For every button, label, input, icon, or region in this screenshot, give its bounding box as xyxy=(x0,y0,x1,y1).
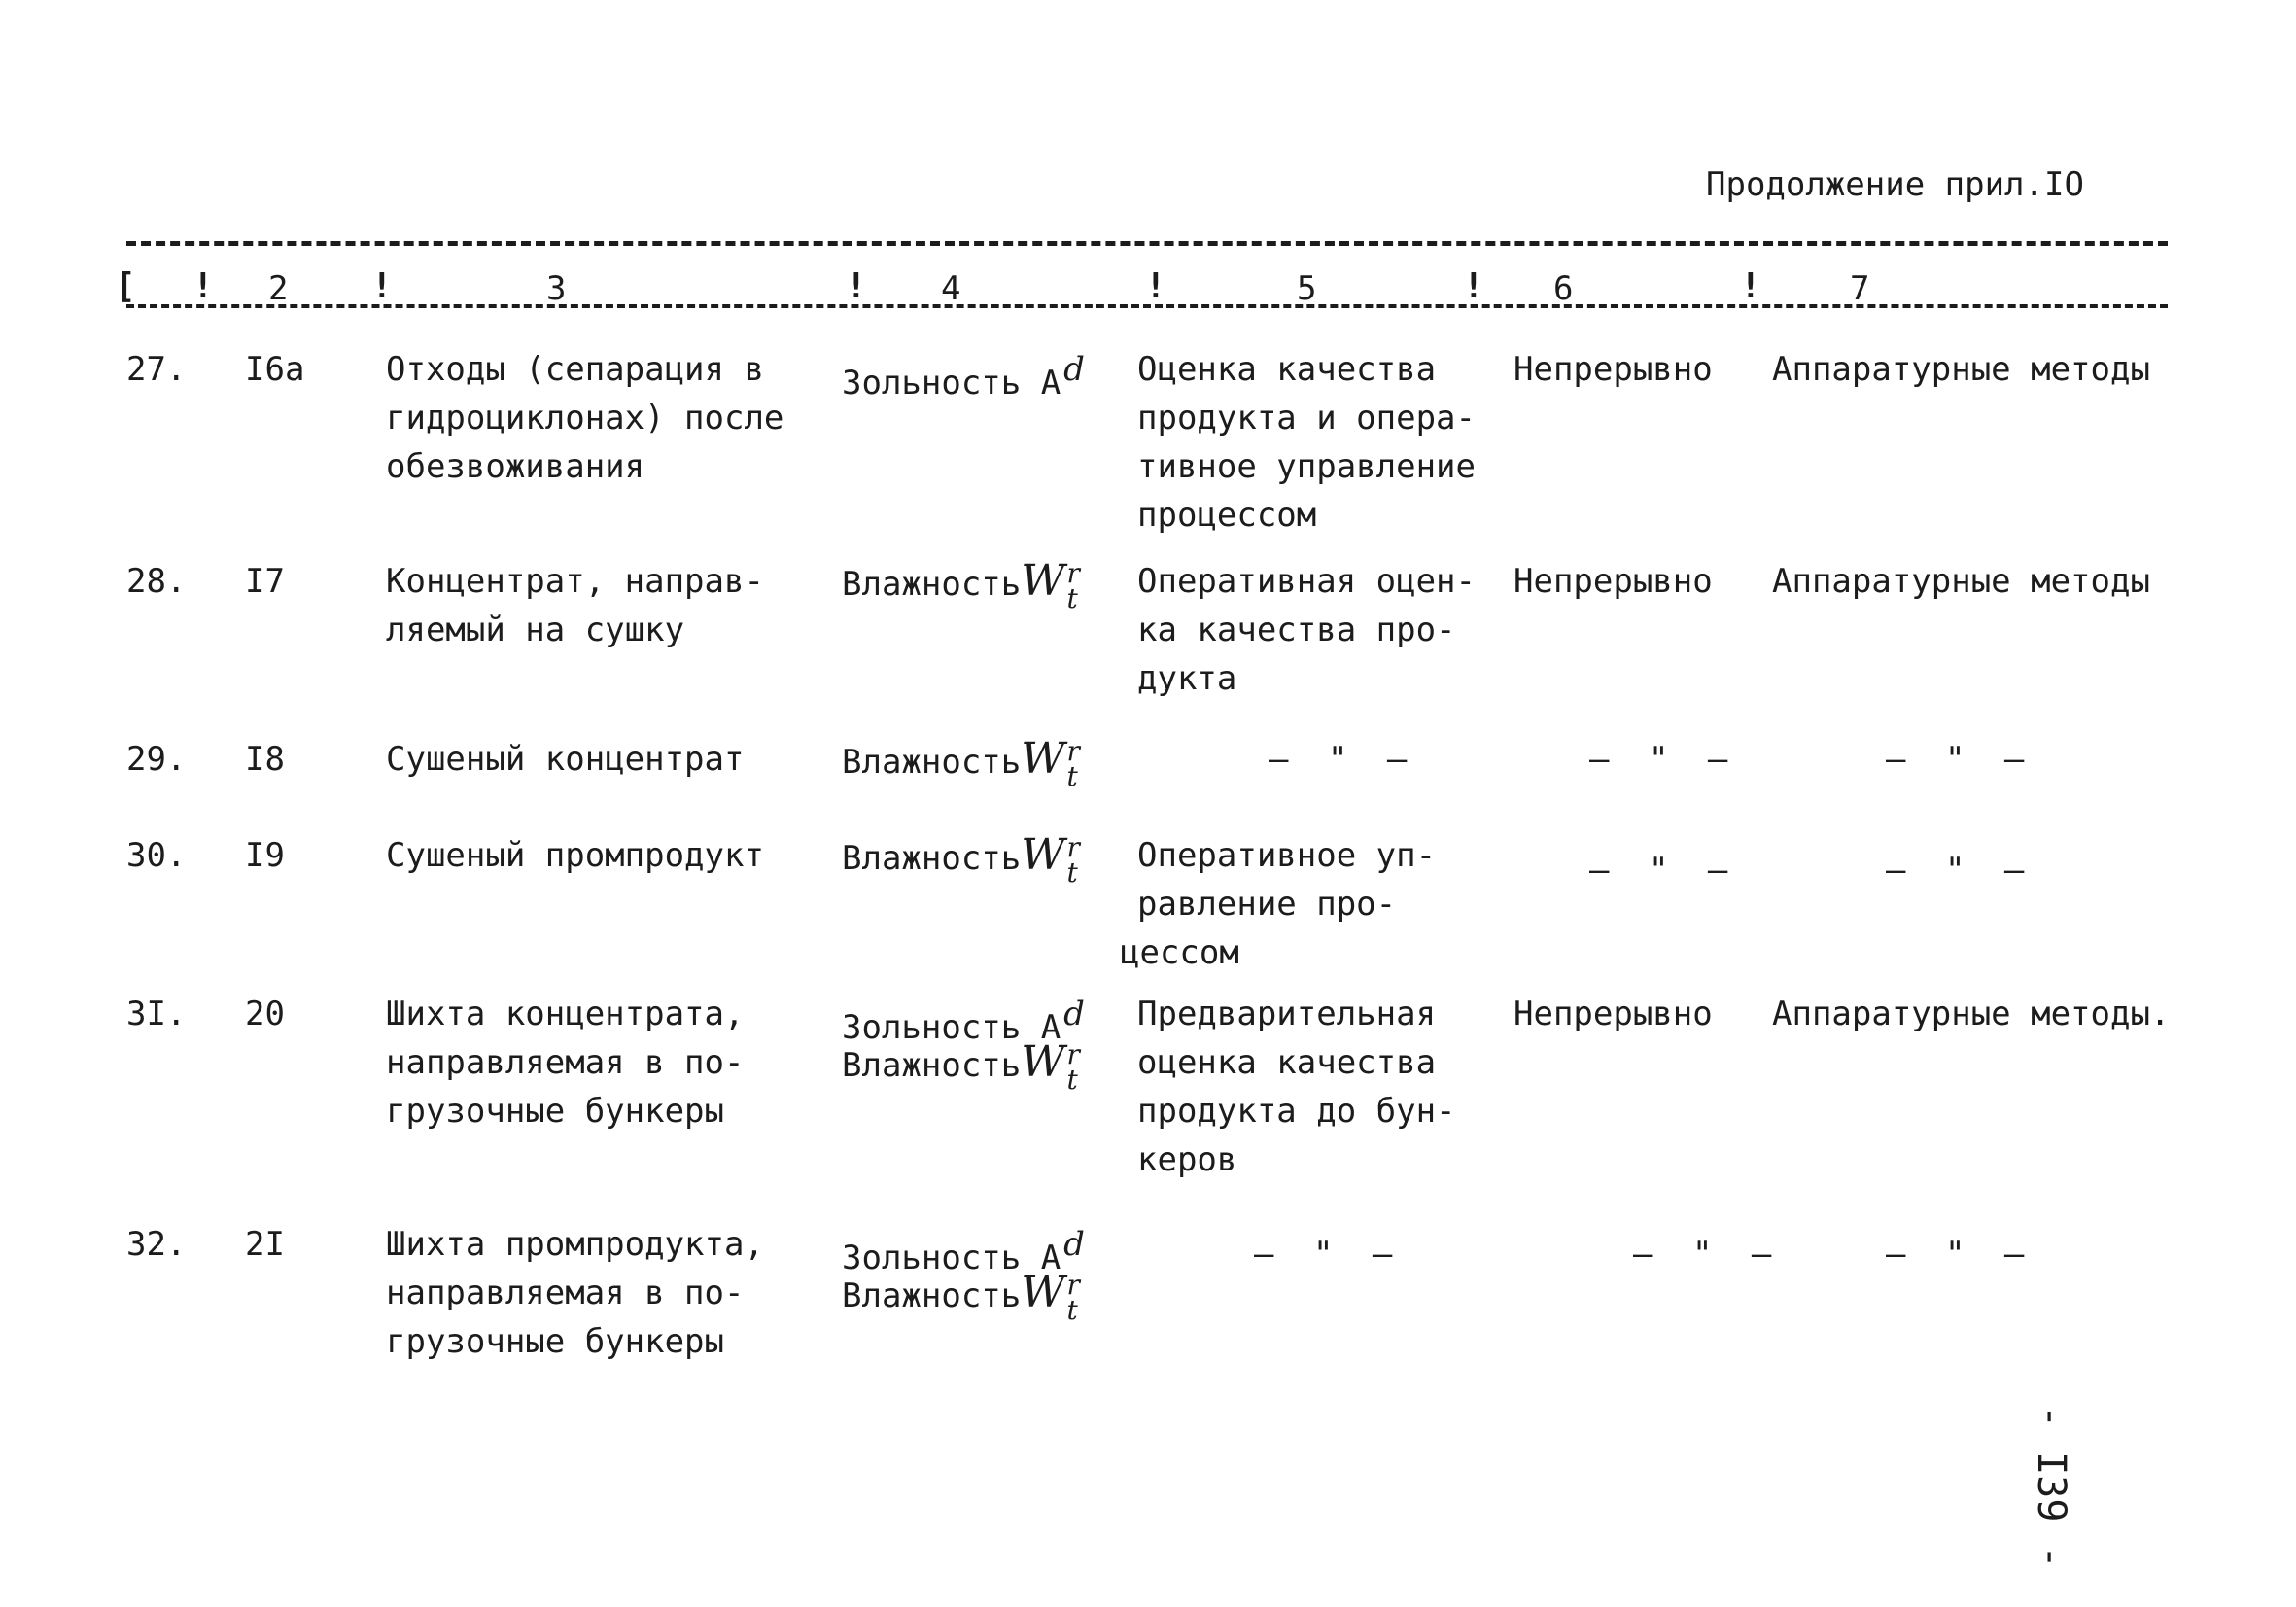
text-line: грузочные бункеры xyxy=(386,1092,724,1131)
indicator-moisture xyxy=(842,1268,1080,1326)
row-code: I9 xyxy=(245,836,285,875)
text-line: Оперативная оцен- xyxy=(1137,562,1476,601)
text-line: грузочные бункеры xyxy=(386,1322,724,1361)
indicator-moisture xyxy=(842,1037,1080,1096)
text-line: ка качества про- xyxy=(1137,611,1456,649)
column-separator: ! xyxy=(192,266,214,306)
method: Аппаратурные методы. xyxy=(1772,995,2171,1033)
text-line: продукта и опера- xyxy=(1137,399,1476,437)
indicator-symbol: W xyxy=(1021,830,1065,880)
row-number: 30. xyxy=(126,836,187,875)
text-line: направляемая в по- xyxy=(386,1274,745,1312)
indicator-symbol: d xyxy=(1063,350,1085,389)
text-line: оценка качества xyxy=(1137,1043,1437,1082)
indicator-label: Влажность xyxy=(842,565,1022,604)
text-line: Концентрат, направ- xyxy=(386,562,764,601)
method: Аппаратурные методы xyxy=(1772,562,2150,601)
text-line: ляемый на сушку xyxy=(386,611,685,649)
text-line: Оценка качества xyxy=(1137,350,1437,389)
indicator-moisture xyxy=(842,556,1080,614)
ditto-mark: – " – xyxy=(1269,740,1417,779)
purpose xyxy=(1137,345,1476,540)
continuation-heading: Продолжение прил.IO xyxy=(1706,165,2084,204)
text-line: направляемая в по- xyxy=(386,1043,745,1082)
row-code: 2I xyxy=(245,1225,285,1264)
text-line: Предварительная xyxy=(1137,995,1437,1033)
indicator-symbol: W xyxy=(1021,734,1065,784)
row-number: 27. xyxy=(126,350,187,389)
indicator-symbol: d xyxy=(1063,1225,1085,1264)
indicator-symbol: W xyxy=(1021,556,1065,606)
indicator-superscript: r xyxy=(1066,1268,1080,1301)
column-separator: ! xyxy=(1740,266,1761,306)
text-line: керов xyxy=(1137,1140,1237,1179)
indicator-subscript: t xyxy=(1066,581,1078,614)
ditto-mark: – " – xyxy=(1886,1235,2035,1274)
column-separator: [ xyxy=(115,266,136,306)
text-line: дукта xyxy=(1137,659,1237,698)
indicator-label: Влажность xyxy=(842,839,1022,878)
ditto-mark: – " – xyxy=(1589,740,1738,779)
indicator-superscript: r xyxy=(1066,1037,1080,1070)
material-name xyxy=(386,345,783,491)
indicator-symbol: d xyxy=(1063,995,1085,1033)
row-number: 3I. xyxy=(126,995,187,1033)
ditto-mark: – " – xyxy=(1633,1235,1782,1274)
indicator-ash xyxy=(842,345,1085,407)
ditto-mark: – " – xyxy=(1886,740,2035,779)
frequency: Непрерывно xyxy=(1513,995,1713,1033)
column-separator: ! xyxy=(1145,266,1166,306)
indicator-superscript: r xyxy=(1066,556,1080,589)
indicator-label: Зольность A xyxy=(842,1008,1061,1047)
text-line: тивное управление xyxy=(1137,447,1476,486)
frequency: Непрерывно xyxy=(1513,562,1713,601)
column-separator: ! xyxy=(371,266,393,306)
column-number-7: 7 xyxy=(1850,269,1870,308)
indicator-label: Зольность A xyxy=(842,364,1061,402)
material-name xyxy=(386,735,744,784)
material-name xyxy=(386,831,764,880)
indicator-symbol: W xyxy=(1021,1268,1065,1317)
indicator-symbol: W xyxy=(1021,1037,1065,1087)
indicator-label: Влажность xyxy=(842,743,1022,782)
indicator-superscript: r xyxy=(1066,734,1080,767)
row-code: I6a xyxy=(245,350,305,389)
indicator-subscript: t xyxy=(1066,1063,1078,1096)
page-number: - I39 - xyxy=(2029,1405,2073,1569)
text-line: Сушеный концентрат xyxy=(386,740,745,779)
purpose xyxy=(1137,990,1456,1184)
frequency: Непрерывно xyxy=(1513,350,1713,389)
indicator-superscript: r xyxy=(1066,830,1080,863)
row-number: 29. xyxy=(126,740,187,779)
text-line: Шихта промпродукта, xyxy=(386,1225,764,1264)
text-line: гидроциклонах) после xyxy=(386,399,784,437)
text-line: цессом xyxy=(1120,933,1239,972)
column-separator: ! xyxy=(1463,266,1484,306)
indicator-label: Влажность xyxy=(842,1276,1022,1315)
indicator-subscript: t xyxy=(1066,759,1078,792)
column-number-5: 5 xyxy=(1297,269,1317,308)
column-number-2: 2 xyxy=(268,269,289,308)
text-line: процессом xyxy=(1137,496,1317,535)
ditto-mark: – " – xyxy=(1589,851,1738,890)
header-top-rule xyxy=(126,241,2168,246)
purpose xyxy=(1137,557,1476,703)
ditto-mark: – " – xyxy=(1254,1235,1403,1274)
column-number-6: 6 xyxy=(1553,269,1574,308)
indicator-label: Влажность xyxy=(842,1046,1022,1085)
text-line: Шихта концентрата, xyxy=(386,995,745,1033)
ditto-mark: – " – xyxy=(1886,851,2035,890)
text-line: Отходы (сепарация в xyxy=(386,350,764,389)
indicator-label: Зольность A xyxy=(842,1239,1061,1277)
indicator-subscript: t xyxy=(1066,856,1078,889)
material-name xyxy=(386,990,744,1135)
header-bottom-rule xyxy=(126,304,2168,308)
row-code: I8 xyxy=(245,740,285,779)
text-line: Сушеный промпродукт xyxy=(386,836,764,875)
row-number: 32. xyxy=(126,1225,187,1264)
indicator-moisture xyxy=(842,830,1080,889)
row-number: 28. xyxy=(126,562,187,601)
column-separator: ! xyxy=(846,266,867,306)
indicator-subscript: t xyxy=(1066,1293,1078,1326)
purpose xyxy=(1120,831,1437,977)
text-line: продукта до бун- xyxy=(1137,1092,1456,1131)
text-line: обезвоживания xyxy=(386,447,645,486)
column-number-4: 4 xyxy=(941,269,961,308)
row-code: I7 xyxy=(245,562,285,601)
column-number-3: 3 xyxy=(546,269,567,308)
material-name xyxy=(386,1220,764,1366)
method: Аппаратурные методы xyxy=(1772,350,2150,389)
row-code: 20 xyxy=(245,995,285,1033)
text-line: равление про- xyxy=(1137,885,1397,924)
material-name xyxy=(386,557,764,654)
text-line: Оперативное уп- xyxy=(1137,836,1437,875)
indicator-moisture xyxy=(842,734,1080,792)
